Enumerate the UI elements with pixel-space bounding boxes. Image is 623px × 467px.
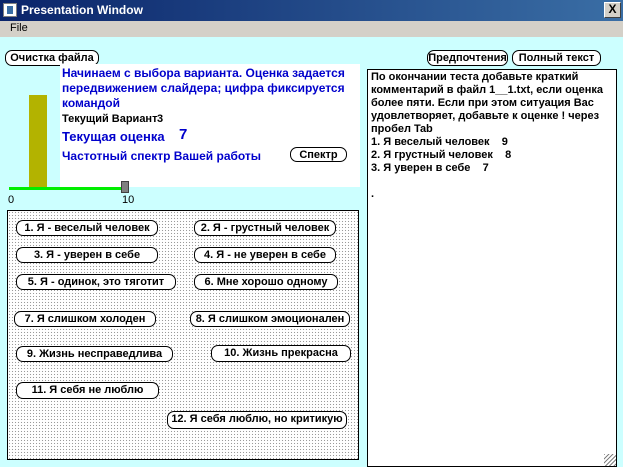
option-button-5[interactable]: 5. Я - одинок, это тяготит (16, 274, 176, 290)
textarea-line: 1. Я веселый человек 9 (371, 136, 508, 148)
option-button-3[interactable]: 3. Я - уверен в себе (16, 247, 158, 263)
option-button-8[interactable]: 8. Я слишком эмоционален (190, 311, 350, 327)
current-variant-value: 3 (157, 113, 164, 125)
instruction-line-3: командой (62, 96, 120, 110)
slider-max-label: 10 (122, 194, 135, 206)
preferences-button[interactable]: Предпочтения (428, 52, 507, 64)
current-variant-label: Текущий Вариант (62, 113, 158, 125)
textarea-line: . (371, 188, 375, 200)
app-icon (3, 3, 17, 17)
window-title: Presentation Window (21, 3, 143, 17)
current-score-label: Текущая оценка (62, 129, 165, 144)
spectrum-label: Частотный спектр Вашей работы (62, 149, 262, 163)
option-button-4[interactable]: 4. Я - не уверен в себе (194, 247, 336, 263)
comment-textarea[interactable] (367, 69, 617, 467)
textarea-line: удовлетворяет, добавьте к оценке ! через (371, 110, 600, 122)
score-slider-track[interactable] (9, 187, 126, 190)
title-bar[interactable] (0, 0, 623, 21)
resize-grip[interactable] (604, 454, 616, 466)
menu-file[interactable]: File (10, 22, 28, 34)
textarea-line: пробел Tab (371, 123, 433, 135)
menu-bar (0, 21, 623, 37)
close-button[interactable]: X (604, 2, 621, 18)
slider-min-label: 0 (8, 194, 15, 206)
instruction-line-2: передвижением слайдера; цифра фиксируется (62, 81, 345, 95)
textarea-line: комментарий в файл 1__1.txt, если оценка (371, 84, 603, 96)
textarea-line: более пяти. Если при этом ситуация Вас (371, 97, 594, 109)
clear-file-button[interactable]: Очистка файла (5, 50, 99, 66)
score-slider-thumb[interactable] (121, 181, 129, 193)
instruction-line-1: Начинаем с выбора варианта. Оценка задается (62, 66, 345, 80)
spectrum-button[interactable]: Спектр (290, 147, 347, 162)
option-button-12[interactable]: 12. Я себя люблю, но критикую (167, 411, 347, 429)
score-level-bar (29, 95, 47, 187)
textarea-line: 2. Я грустный человек 8 (371, 149, 512, 161)
client-area (0, 37, 623, 467)
textarea-line (371, 175, 613, 188)
option-button-1[interactable]: 1. Я - веселый человек (16, 220, 158, 236)
option-button-9[interactable]: 9. Жизнь несправедлива (16, 346, 173, 362)
textarea-line: По окончании теста добавьте краткий (371, 71, 579, 83)
option-button-6[interactable]: 6. Мне хорошо одному (194, 274, 338, 290)
option-button-2[interactable]: 2. Я - грустный человек (194, 220, 336, 236)
option-button-11[interactable]: 11. Я себя не люблю (16, 382, 159, 399)
current-score-value: 7 (179, 126, 188, 143)
option-button-7[interactable]: 7. Я слишком холоден (14, 311, 156, 327)
full-text-button[interactable]: Полный текст (512, 50, 601, 66)
option-button-10[interactable]: 10. Жизнь прекрасна (211, 345, 351, 362)
textarea-line: 3. Я уверен в себе 7 (371, 162, 489, 174)
